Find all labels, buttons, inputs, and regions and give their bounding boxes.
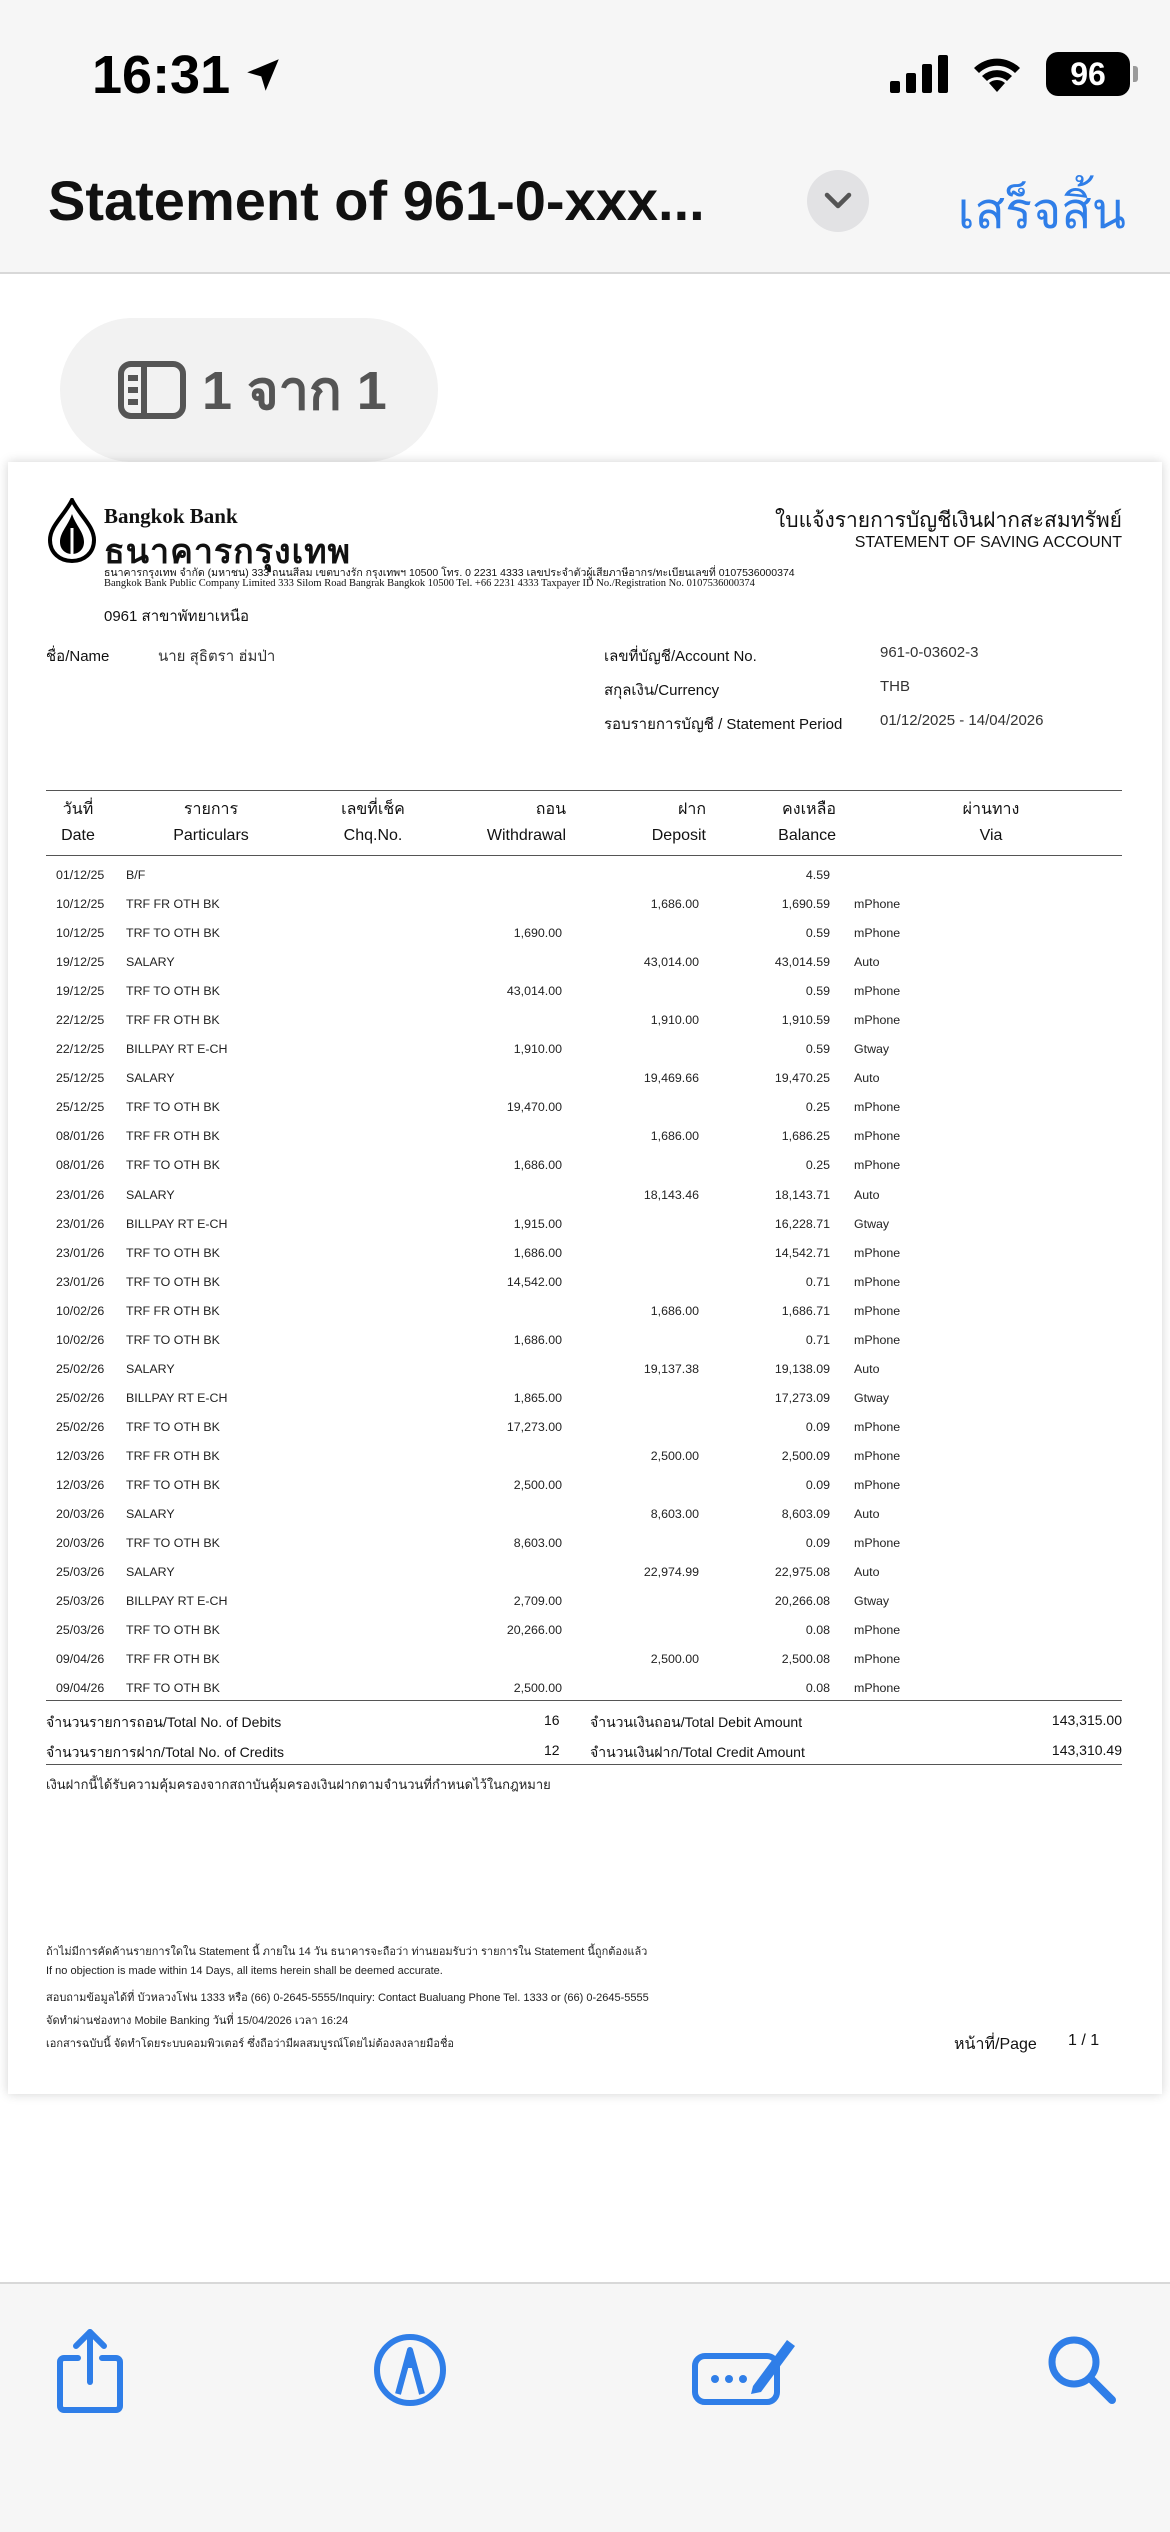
row-balance: 16,228.71 xyxy=(774,1216,830,1231)
header-withdrawal xyxy=(456,797,566,849)
row-date: 25/12/25 xyxy=(56,1100,105,1115)
name-label: ชื่อ/Name xyxy=(46,648,110,665)
row-balance: 0.71 xyxy=(805,1332,830,1347)
table-row xyxy=(46,1209,1122,1238)
row-date: 22/12/25 xyxy=(56,1013,105,1028)
table-row xyxy=(46,1034,1122,1063)
row-via: Auto xyxy=(854,1361,880,1376)
header-particulars xyxy=(136,797,286,849)
row-withdrawal: 1,690.00 xyxy=(513,926,562,941)
row-balance: 0.09 xyxy=(805,1419,830,1434)
row-deposit: 19,469.66 xyxy=(643,1071,699,1086)
table-row xyxy=(46,1557,1122,1586)
header-withdrawal-th: ถอน xyxy=(535,801,566,818)
row-particulars: TRF FR OTH BK xyxy=(126,1013,220,1028)
table-row xyxy=(46,860,1122,889)
page-indicator-text: 1 จาก 1 xyxy=(202,361,387,421)
row-particulars: TRF TO OTH BK xyxy=(126,1477,220,1492)
header-balance-en: Balance xyxy=(778,827,836,844)
row-date: 10/12/25 xyxy=(56,926,105,941)
row-withdrawal: 8,603.00 xyxy=(513,1536,562,1551)
table-body xyxy=(46,860,1122,1702)
row-via: mPhone xyxy=(854,1274,901,1289)
row-balance: 1,686.71 xyxy=(781,1303,830,1318)
row-via: Auto xyxy=(854,1507,880,1522)
table-row xyxy=(46,889,1122,918)
table-row xyxy=(46,1441,1122,1470)
row-withdrawal: 1,865.00 xyxy=(513,1390,562,1405)
page-label: หน้าที่/Page xyxy=(954,2036,1037,2053)
row-via: Gtway xyxy=(854,1594,890,1609)
row-withdrawal: 2,709.00 xyxy=(513,1594,562,1609)
row-balance: 0.25 xyxy=(805,1158,830,1173)
row-balance: 0.08 xyxy=(805,1681,830,1696)
header-via xyxy=(926,797,1056,849)
table-row xyxy=(46,1267,1122,1296)
table-row xyxy=(46,1499,1122,1528)
row-balance: 0.71 xyxy=(805,1274,830,1289)
table-row xyxy=(46,1005,1122,1034)
row-balance: 18,143.71 xyxy=(774,1187,830,1202)
table-row xyxy=(46,1586,1122,1615)
row-date: 10/12/25 xyxy=(56,897,105,912)
debits-count: 16 xyxy=(544,1712,560,1728)
row-particulars: TRF TO OTH BK xyxy=(126,1332,220,1347)
header-particulars-en: Particulars xyxy=(173,827,249,844)
bottom-toolbar xyxy=(0,2282,1170,2532)
row-date: 25/03/26 xyxy=(56,1565,105,1580)
row-date: 20/03/26 xyxy=(56,1536,105,1551)
row-particulars: BILLPAY RT E-CH xyxy=(126,1216,228,1231)
footer-line: ถ้าไม่มีการคัดค้านรายการใดใน Statement นี้ ภายใน 14 วัน ธนาคารจะถือว่า ท่านยอมรับว่า รายการใน Statement นี้ถูกต้องแล้ว xyxy=(46,1946,648,1958)
row-balance: 2,500.08 xyxy=(781,1652,830,1667)
signature-button[interactable] xyxy=(690,2320,800,2420)
search-icon xyxy=(1044,2332,1120,2408)
header-date xyxy=(46,797,110,849)
header-date-en: Date xyxy=(61,827,95,844)
row-particulars: SALARY xyxy=(126,1565,175,1580)
row-via: Gtway xyxy=(854,1390,890,1405)
footer-line: จัดทำผ่านช่องทาง Mobile Banking วันที่ 15/04/2026 เวลา 16:24 xyxy=(46,2015,349,2027)
row-via: mPhone xyxy=(854,1013,901,1028)
row-via: mPhone xyxy=(854,1100,901,1115)
table-row xyxy=(46,1296,1122,1325)
row-date: 23/01/26 xyxy=(56,1187,105,1202)
row-balance: 0.59 xyxy=(805,984,830,999)
row-particulars: TRF TO OTH BK xyxy=(126,1100,220,1115)
statement-title-th: ใบแจ้งรายการบัญชีเงินฝากสะสมทรัพย์ xyxy=(775,509,1122,532)
footer-line: เอกสารฉบับนี้ จัดทำโดยระบบคอมพิวเตอร์ ซึ่งถือว่ามีผลสมบูรณ์โดยไม่ต้องลงลายมือชื่อ xyxy=(46,2038,455,2050)
row-via: Gtway xyxy=(854,1042,890,1057)
statement-title-en: STATEMENT OF SAVING ACCOUNT xyxy=(854,534,1122,551)
table-row xyxy=(46,947,1122,976)
row-particulars: SALARY xyxy=(126,1071,175,1086)
row-date: 08/01/26 xyxy=(56,1129,105,1144)
row-deposit: 2,500.00 xyxy=(650,1652,699,1667)
row-particulars: TRF FR OTH BK xyxy=(126,1129,220,1144)
row-via: mPhone xyxy=(854,1681,901,1696)
header-deposit-en: Deposit xyxy=(651,827,706,844)
row-particulars: SALARY xyxy=(126,955,175,970)
header-via-th: ผ่านทาง xyxy=(962,801,1020,818)
header-chq-th: เลขที่เช็ค xyxy=(341,801,405,818)
page-indicator[interactable] xyxy=(60,318,438,462)
row-date: 12/03/26 xyxy=(56,1477,105,1492)
debit-amount-label: จำนวนเงินถอน/Total Debit Amount xyxy=(590,1714,803,1730)
row-via: mPhone xyxy=(854,1623,901,1638)
period-label: รอบรายการบัญชี / Statement Period xyxy=(604,716,843,733)
row-particulars: BILLPAY RT E-CH xyxy=(126,1390,228,1405)
header-via-en: Via xyxy=(979,827,1003,844)
bank-name-th: ธนาคารกรุงเทพ xyxy=(104,534,352,571)
row-date: 25/03/26 xyxy=(56,1623,105,1638)
row-withdrawal: 1,910.00 xyxy=(513,1042,562,1057)
bank-address-th: ธนาคารกรุงเทพ จำกัด (มหาชน) 333 ถนนสีลม เขตบางรัก กรุงเทพฯ 10500 โทร. 0 2231 4333 เลขประจำตัวผู้เสียภาษีอากร/ทะเบียนเลขที่ 0107536000374 xyxy=(104,567,795,579)
account-value: 961-0-03602-3 xyxy=(880,644,979,661)
row-date: 01/12/25 xyxy=(56,868,105,882)
row-balance: 0.09 xyxy=(805,1536,830,1551)
row-deposit: 1,910.00 xyxy=(650,1013,699,1028)
row-deposit: 19,137.38 xyxy=(643,1361,699,1376)
row-particulars: SALARY xyxy=(126,1187,175,1202)
row-particulars: TRF TO OTH BK xyxy=(126,1419,220,1434)
row-balance: 43,014.59 xyxy=(774,955,830,970)
row-withdrawal: 2,500.00 xyxy=(513,1477,562,1492)
currency-label: สกุลเงิน/Currency xyxy=(604,682,720,699)
row-via: Auto xyxy=(854,1187,880,1202)
credits-label: จำนวนรายการฝาก/Total No. of Credits xyxy=(46,1744,284,1760)
table-row xyxy=(46,1092,1122,1121)
row-balance: 19,470.25 xyxy=(774,1071,830,1086)
row-withdrawal: 19,470.00 xyxy=(506,1100,562,1115)
totals-bottom-rule xyxy=(46,1764,1122,1765)
title-menu-button[interactable] xyxy=(807,170,869,232)
row-deposit: 18,143.46 xyxy=(643,1187,699,1202)
row-date: 25/02/26 xyxy=(56,1390,105,1405)
row-via: mPhone xyxy=(854,1332,901,1347)
table-row xyxy=(46,1354,1122,1383)
header-balance xyxy=(726,797,836,849)
footer-line: If no objection is made within 14 Days, all items herein shall be deemed accurate. xyxy=(46,1965,443,1977)
location-arrow-icon xyxy=(242,54,284,96)
document-title[interactable]: Statement of 961-0-xxx... xyxy=(48,169,705,232)
statement-page xyxy=(8,462,1162,2094)
row-balance: 20,266.08 xyxy=(774,1594,830,1609)
row-particulars: TRF TO OTH BK xyxy=(126,1536,220,1551)
row-deposit: 43,014.00 xyxy=(643,955,699,970)
row-date: 12/03/26 xyxy=(56,1448,105,1463)
nav-bar xyxy=(0,150,1170,274)
sidebar-toggle-icon xyxy=(118,361,186,419)
row-date: 25/12/25 xyxy=(56,1071,105,1086)
table-row xyxy=(46,1063,1122,1092)
row-via: Gtway xyxy=(854,1216,890,1231)
table-row xyxy=(46,1121,1122,1150)
footer-line: สอบถามข้อมูลได้ที่ บัวหลวงโฟน 1333 หรือ (66) 0-2645-5555/Inquiry: Contact Bualuang Phone Tel. 1333 or (66) 0-2645-5555 xyxy=(46,1992,649,2004)
row-balance: 1,686.25 xyxy=(781,1129,830,1144)
row-deposit: 22,974.99 xyxy=(643,1565,699,1580)
header-chq xyxy=(308,797,438,849)
row-date: 19/12/25 xyxy=(56,984,105,999)
markup-button[interactable] xyxy=(360,2320,460,2420)
row-particulars: SALARY xyxy=(126,1361,175,1376)
row-via: Auto xyxy=(854,1565,880,1580)
table-row xyxy=(46,1528,1122,1557)
page-value: 1 / 1 xyxy=(1068,2032,1100,2049)
row-withdrawal: 1,686.00 xyxy=(513,1158,562,1173)
status-bar xyxy=(0,0,1170,150)
row-particulars: TRF TO OTH BK xyxy=(126,1245,220,1260)
row-deposit: 2,500.00 xyxy=(650,1448,699,1463)
table-row xyxy=(46,1470,1122,1499)
header-date-th: วันที่ xyxy=(62,801,94,818)
row-date: 23/01/26 xyxy=(56,1216,105,1231)
debit-amount: 143,315.00 xyxy=(1051,1712,1122,1728)
bangkok-bank-logo-icon xyxy=(46,498,98,564)
header-chq-en: Chq.No. xyxy=(343,827,403,844)
row-balance: 19,138.09 xyxy=(774,1361,830,1376)
period-value: 01/12/2025 - 14/04/2026 xyxy=(880,712,1044,729)
row-date: 19/12/25 xyxy=(56,955,105,970)
signal-icon xyxy=(890,55,948,93)
row-date: 22/12/25 xyxy=(56,1042,105,1057)
credits-count: 12 xyxy=(544,1742,560,1758)
row-balance: 0.25 xyxy=(805,1100,830,1115)
battery-level: 96 xyxy=(1070,55,1106,92)
table-header xyxy=(46,790,1122,856)
row-date: 08/01/26 xyxy=(56,1158,105,1173)
row-date: 25/02/26 xyxy=(56,1361,105,1376)
row-particulars: TRF TO OTH BK xyxy=(126,1158,220,1173)
row-particulars: TRF FR OTH BK xyxy=(126,1303,220,1318)
table-row xyxy=(46,976,1122,1005)
row-deposit: 1,686.00 xyxy=(650,897,699,912)
row-particulars: TRF TO OTH BK xyxy=(126,1623,220,1638)
row-balance: 0.59 xyxy=(805,926,830,941)
row-date: 09/04/26 xyxy=(56,1681,105,1696)
row-via: mPhone xyxy=(854,1129,901,1144)
row-balance: 4.59 xyxy=(805,868,830,882)
row-via: mPhone xyxy=(854,1536,901,1551)
row-withdrawal: 43,014.00 xyxy=(506,984,562,999)
signature-icon xyxy=(691,2332,799,2408)
share-button[interactable] xyxy=(40,2320,140,2420)
row-via: mPhone xyxy=(854,1245,901,1260)
header-deposit-th: ฝาก xyxy=(677,801,706,818)
chevron-down-icon xyxy=(823,191,853,211)
row-particulars: TRF FR OTH BK xyxy=(126,1652,220,1667)
table-row xyxy=(46,1673,1122,1702)
row-particulars: BILLPAY RT E-CH xyxy=(126,1042,228,1057)
row-withdrawal: 1,686.00 xyxy=(513,1332,562,1347)
row-withdrawal: 1,686.00 xyxy=(513,1245,562,1260)
done-button[interactable]: เสร็จสิ้น xyxy=(957,183,1126,239)
header-balance-th: คงเหลือ xyxy=(782,801,836,818)
row-via: mPhone xyxy=(854,897,901,912)
table-row xyxy=(46,1150,1122,1179)
row-balance: 0.59 xyxy=(805,1042,830,1057)
row-particulars: B/F xyxy=(126,868,146,882)
wifi-icon xyxy=(970,54,1024,94)
account-label: เลขที่บัญชี/Account No. xyxy=(604,648,757,665)
name-value: นาย สุธิตรา ฮ่มป่า xyxy=(158,648,276,665)
branch-name: 0961 สาขาพัทยาเหนือ xyxy=(104,608,250,625)
row-particulars: TRF FR OTH BK xyxy=(126,897,220,912)
row-balance: 14,542.71 xyxy=(774,1245,830,1260)
row-via: mPhone xyxy=(854,1158,901,1173)
currency-value: THB xyxy=(880,678,910,695)
row-particulars: TRF TO OTH BK xyxy=(126,984,220,999)
credit-amount: 143,310.49 xyxy=(1051,1742,1122,1758)
row-via: mPhone xyxy=(854,1652,901,1667)
row-balance: 1,910.59 xyxy=(781,1013,830,1028)
row-particulars: BILLPAY RT E-CH xyxy=(126,1594,228,1609)
row-via: mPhone xyxy=(854,1303,901,1318)
header-deposit xyxy=(596,797,706,849)
header-particulars-th: รายการ xyxy=(183,801,239,818)
row-deposit: 1,686.00 xyxy=(650,1303,699,1318)
row-deposit: 8,603.00 xyxy=(650,1507,699,1522)
row-particulars: TRF TO OTH BK xyxy=(126,1681,220,1696)
row-date: 25/03/26 xyxy=(56,1594,105,1609)
row-via: mPhone xyxy=(854,1419,901,1434)
row-balance: 0.08 xyxy=(805,1623,830,1638)
row-withdrawal: 17,273.00 xyxy=(506,1419,562,1434)
row-withdrawal: 20,266.00 xyxy=(506,1623,562,1638)
row-balance: 0.09 xyxy=(805,1477,830,1492)
row-balance: 1,690.59 xyxy=(781,897,830,912)
row-date: 10/02/26 xyxy=(56,1303,105,1318)
row-date: 23/01/26 xyxy=(56,1274,105,1289)
row-via: Auto xyxy=(854,1071,880,1086)
row-deposit: 1,686.00 xyxy=(650,1129,699,1144)
row-particulars: TRF FR OTH BK xyxy=(126,1448,220,1463)
row-balance: 8,603.09 xyxy=(781,1507,830,1522)
row-particulars: SALARY xyxy=(126,1507,175,1522)
clock-text: 16:31 xyxy=(92,45,231,105)
row-balance: 22,975.08 xyxy=(774,1565,830,1580)
row-via: mPhone xyxy=(854,1448,901,1463)
row-date: 09/04/26 xyxy=(56,1652,105,1667)
status-time xyxy=(92,44,284,106)
battery-icon xyxy=(1046,52,1130,96)
row-withdrawal: 2,500.00 xyxy=(513,1681,562,1696)
share-icon xyxy=(54,2326,126,2414)
markup-icon xyxy=(372,2332,448,2408)
table-row xyxy=(46,1615,1122,1644)
row-balance: 2,500.09 xyxy=(781,1448,830,1463)
table-row xyxy=(46,1180,1122,1209)
search-button[interactable] xyxy=(1032,2320,1132,2420)
table-row xyxy=(46,1238,1122,1267)
document-viewer[interactable] xyxy=(0,276,1170,2282)
deposit-protection-note: เงินฝากนี้ได้รับความคุ้มครองจากสถาบันคุ้มครองเงินฝากตามจำนวนที่กำหนดไว้ในกฎหมาย xyxy=(46,1777,551,1792)
row-via: mPhone xyxy=(854,984,901,999)
totals-top-rule xyxy=(46,1700,1122,1701)
table-row xyxy=(46,1325,1122,1354)
row-withdrawal: 1,915.00 xyxy=(513,1216,562,1231)
row-balance: 17,273.09 xyxy=(774,1390,830,1405)
table-row xyxy=(46,918,1122,947)
row-particulars: TRF TO OTH BK xyxy=(126,1274,220,1289)
table-row xyxy=(46,1412,1122,1441)
bank-address-en: Bangkok Bank Public Company Limited 333 Silom Road Bangrak Bangkok 10500 Tel. +66 2231 4333 Taxpayer ID No./Registration No. 0107536000374 xyxy=(104,578,755,589)
row-particulars: TRF TO OTH BK xyxy=(126,926,220,941)
debits-label: จำนวนรายการถอน/Total No. of Debits xyxy=(46,1714,282,1730)
row-date: 10/02/26 xyxy=(56,1332,105,1347)
header-withdrawal-en: Withdrawal xyxy=(486,827,566,844)
row-date: 20/03/26 xyxy=(56,1507,105,1522)
row-via: Auto xyxy=(854,955,880,970)
row-via: mPhone xyxy=(854,926,901,941)
credit-amount-label: จำนวนเงินฝาก/Total Credit Amount xyxy=(590,1744,805,1760)
table-row xyxy=(46,1383,1122,1412)
row-date: 25/02/26 xyxy=(56,1419,105,1434)
row-via: mPhone xyxy=(854,1477,901,1492)
row-withdrawal: 14,542.00 xyxy=(506,1274,562,1289)
bank-name-en: Bangkok Bank xyxy=(104,504,238,528)
table-row xyxy=(46,1644,1122,1673)
row-date: 23/01/26 xyxy=(56,1245,105,1260)
